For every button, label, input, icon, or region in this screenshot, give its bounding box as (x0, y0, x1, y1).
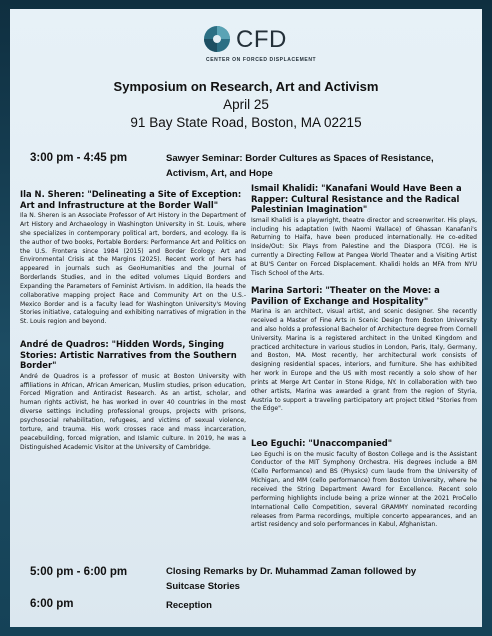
event-address: 91 Bay State Road, Boston, MA 02215 (130, 115, 362, 130)
speaker-khalidi (251, 183, 477, 279)
speaker-sheren (20, 189, 246, 327)
speaker-bio: André de Quadros is a professor of music at Boston University with affiliations in African, African American, Muslim studies, prison education, Forced Migration and Antiracist Research. As an artist, scholar, and human rights activist, he has worked in over 40 countries in the most diverse settings including professional groups, projects with prisons, psychosocial rehabilitation, refugees, and victims of sexual violence, torture, and trauma. His work crosses race and mass incarceration, peacebuilding, forced migration, and Islamic culture. In 2019, he was a Distinguished Academic Visitor at the University of Cambridge. (20, 372, 246, 451)
closing-time: 5:00 pm - 6:00 pm (30, 566, 128, 578)
speaker-bio: Leo Eguchi is on the music faculty of Boston College and is the Assistant Conductor of the MIT Symphony Orchestra. His degrees include a BM (Cello Performance) and BS (Physics) cum laude from the University of Michigan, and MM (cello performance) from Boston University, where he received the String Department Award for Excellence. Recent solo performing highlights include being a prize winner at the 2021 ProCello International Cello Competition, several GRAMMY nominated recording releases from Parma recordings, multiple concerto appearances, and an artist residency and solo performances in Kabul, Afghanistan. (251, 450, 477, 529)
speaker-sartori (251, 285, 477, 414)
logo-subtitle: CENTER ON FORCED DISPLACEMENT (206, 57, 317, 63)
reception-time: 6:00 pm (30, 598, 74, 610)
seminar-title: Sawyer Seminar: Border Cultures as Spaces of Resistance, Activism, Art, and Hope (166, 153, 434, 179)
speaker-heading: Marina Sartori: "Theater on the Move: a Pavilion of Exchange and Hospitality" (251, 285, 440, 306)
speaker-heading: Ila N. Sheren: "Delineating a Site of Exception: Art and Infrastructure at the Border Wall" (20, 189, 242, 210)
poster-page (10, 9, 482, 627)
speaker-bio: Ila N. Sheren is an Associate Professor of Art History in the Department of Art History and Archaeology in Washington University in St. Louis, where she specializes in contemporary political art, borders, and ecology. Ila is the author of two books, Portable Borders: Performance Art and Politics on the U.S. Frontera since 1984 (2015) and Border Ecology: Art and Environmental Crisis at the Margins (2025). Recent work of hers has appeared in journals such as GeoHumanities and the Journal of Borderlands Studies, and in the edited volumes Liquid Borders and Expanding the Parameters of Feminist Artivism. In addition, Ila heads the collaborative mapping project Race and Community Art on the U.S.-Mexico Border and is a faculty lead for Washington University's Moving Stories initiative, cataloguing and exhibiting narratives of migration in the St. Louis region and beyond. (20, 212, 246, 326)
event-date: April 25 (223, 97, 269, 112)
event-title: Symposium on Research, Art and Activism (113, 79, 379, 94)
logo-abbreviation: CFD (236, 26, 287, 53)
speaker-bio: Marina is an architect, visual artist, and scenic designer. She recently received a Master of Fine Arts in Scenic Design from Boston University and also holds a professional Bachelor of Architecture degree from Cornell University. Marina is a registered architect in the United Kingdom and practiced architecture in various studios in London, Paris, Italy, Germany, and Boston, MA. Most recently, her architectural work consists of designing residential spaces, interiors, and furniture. She has exhibited her work in Europe and the US with most recently a solo show of her prints at Merge Art Center in Stone Ridge, NY. In collaboration with two other artists, Marina was awarded a grant from the region of Styria, Austria to support a traveling participatory art project titled "Stories from the Edge". (251, 308, 477, 413)
reception-title: Reception (166, 600, 212, 611)
speaker-heading: Leo Eguchi: "Unaccompanied" (251, 438, 393, 448)
seminar-time: 3:00 pm - 4:45 pm (30, 152, 128, 164)
speaker-bio: Ismail Khalidi is a playwright, theatre director and screenwriter. His plays, including his adaptation (with Naomi Wallace) of Ghassan Kanafani's Returning to Haifa, have been produced internationally. He co-edited Inside/Out: Six Plays from Palestine and the Diaspora (TCG). He is currently a Directing Fellow at Pangea World Theater and a Visiting Artist at BU'S Center on Forced Displacement. Khalidi holds an MFA from NYU Tisch School of the Arts. (251, 216, 477, 277)
speaker-heading: André de Quadros: "Hidden Words, Singing Stories: Artistic Narratives from the Southern Border" (20, 339, 237, 371)
closing-title: Closing Remarks by Dr. Muhammad Zaman followed by Suitcase Stories (166, 566, 417, 592)
speaker-de-quadros (20, 339, 246, 452)
speaker-eguchi (251, 438, 477, 530)
speaker-heading: Ismail Khalidi: "Kanafani Would Have Been a Rapper: Cultural Resistance and the Radical Palestinian Imagination" (251, 183, 462, 215)
cfd-logo-mark-icon (203, 25, 231, 53)
cfd-logo (10, 25, 482, 71)
